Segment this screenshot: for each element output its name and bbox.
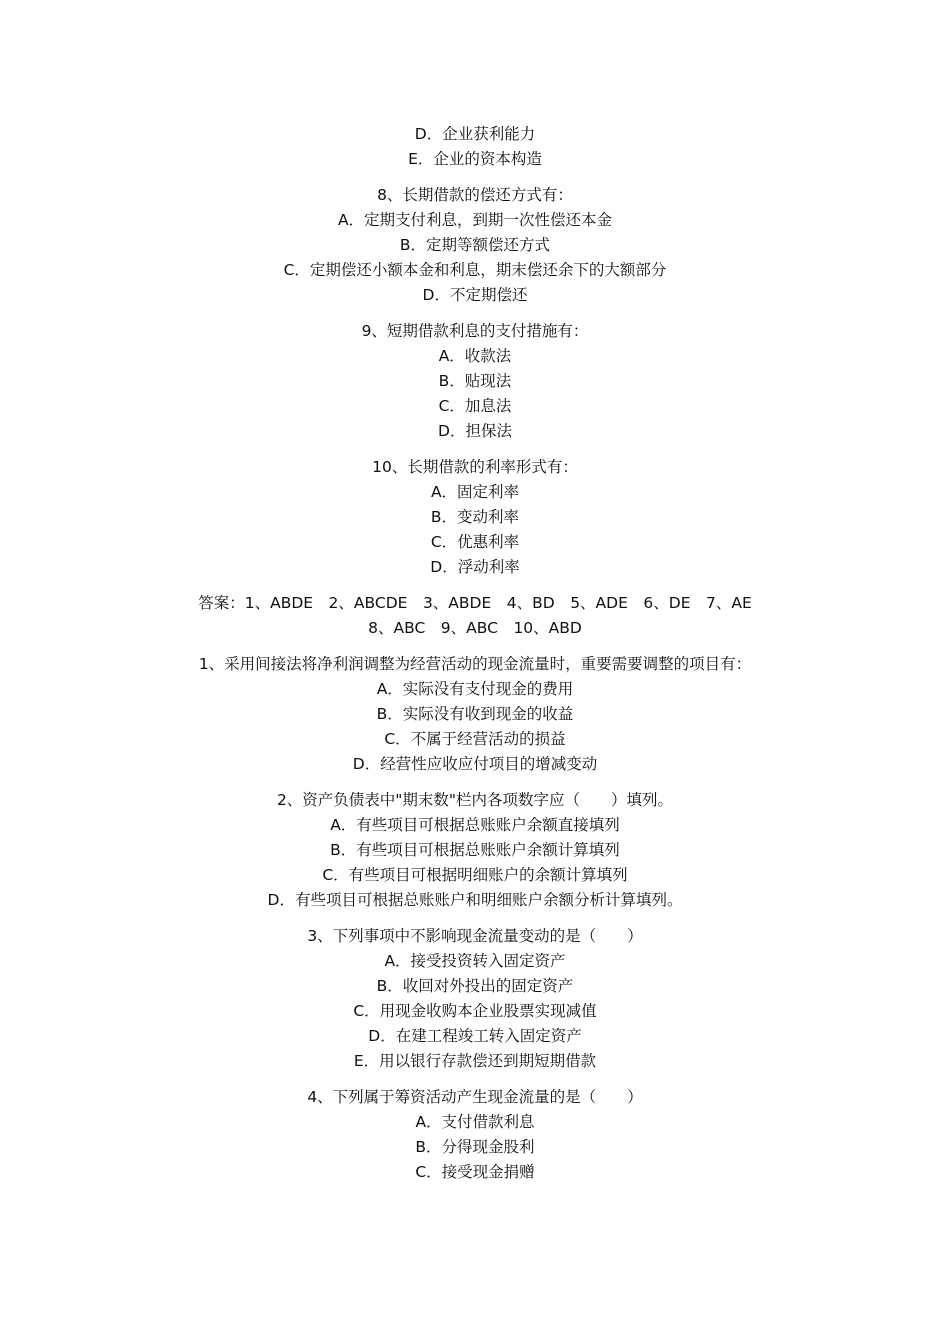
multi-question-2 [0,788,950,913]
option-c: C．有些项目可根据明细账户的余额计算填列 [322,866,628,884]
question-stem: 10、长期借款的利率形式有： [372,458,578,476]
question-stem: 4、下列属于筹资活动产生现金流量的是（ ） [307,1088,643,1106]
answer-line: 答案：1、ABDE 2、ABCDE 3、ABDE 4、BD 5、ADE 6、DE 7、AE [198,594,752,612]
option-a: A．支付借款利息 [415,1113,535,1131]
option-c: C．接受现金捐赠 [415,1163,535,1181]
option-e: E．用以银行存款偿还到期短期借款 [353,1052,597,1070]
multi-question-1 [0,652,950,777]
option-e: E．企业的资本构造 [408,150,542,168]
option-d: D．不定期偿还 [422,286,528,304]
question-stem: 1、采用间接法将净利润调整为经营活动的现金流量时，重要需要调整的项目有： [198,655,752,673]
option-b: B．变动利率 [430,508,520,526]
multi-question-4 [0,1085,950,1185]
option-d: D．企业获利能力 [414,125,536,143]
question-9 [0,319,950,444]
option-c: C．不属于经营活动的损益 [384,730,566,748]
answer-key [0,591,950,641]
question-7-options-tail [0,122,950,172]
option-a: A．有些项目可根据总账账户余额直接填列 [330,816,620,834]
question-stem: 9、短期借款利息的支付措施有： [361,322,589,340]
option-a: A．定期支付利息，到期一次性偿还本金 [337,211,613,229]
option-b: B．定期等额偿还方式 [399,236,551,254]
option-b: B．实际没有收到现金的收益 [376,705,574,723]
question-stem: 3、下列事项中不影响现金流量变动的是（ ） [307,927,643,945]
option-a: A．实际没有支付现金的费用 [376,680,574,698]
option-d: D．担保法 [438,422,512,440]
option-d: D．有些项目可根据总账账户和明细账户余额分析计算填列。 [267,891,683,909]
option-c: C．优惠利率 [430,533,520,551]
option-b: B．收回对外投出的固定资产 [376,977,574,995]
option-a: A．接受投资转入固定资产 [384,952,566,970]
option-c: C．定期偿还小额本金和利息，期末偿还余下的大额部分 [283,261,667,279]
option-a: A．收款法 [438,347,512,365]
document-page [0,122,950,1196]
question-10 [0,455,950,580]
answer-line: 8、ABC 9、ABC 10、ABD [368,619,582,637]
multi-question-3 [0,924,950,1074]
option-d: D．经营性应收应付项目的增减变动 [352,755,598,773]
option-b: B．贴现法 [438,372,512,390]
question-stem: 8、长期借款的偿还方式有： [377,186,573,204]
option-d: D．在建工程竣工转入固定资产 [368,1027,582,1045]
option-c: C．加息法 [438,397,512,415]
option-c: C．用现金收购本企业股票实现减值 [353,1002,597,1020]
question-8 [0,183,950,308]
option-b: B．有些项目可根据总账账户余额计算填列 [330,841,620,859]
question-stem: 2、资产负债表中"期末数"栏内各项数字应（ ）填列。 [276,791,674,809]
option-d: D．浮动利率 [430,558,520,576]
option-a: A．固定利率 [430,483,520,501]
option-b: B．分得现金股利 [415,1138,535,1156]
